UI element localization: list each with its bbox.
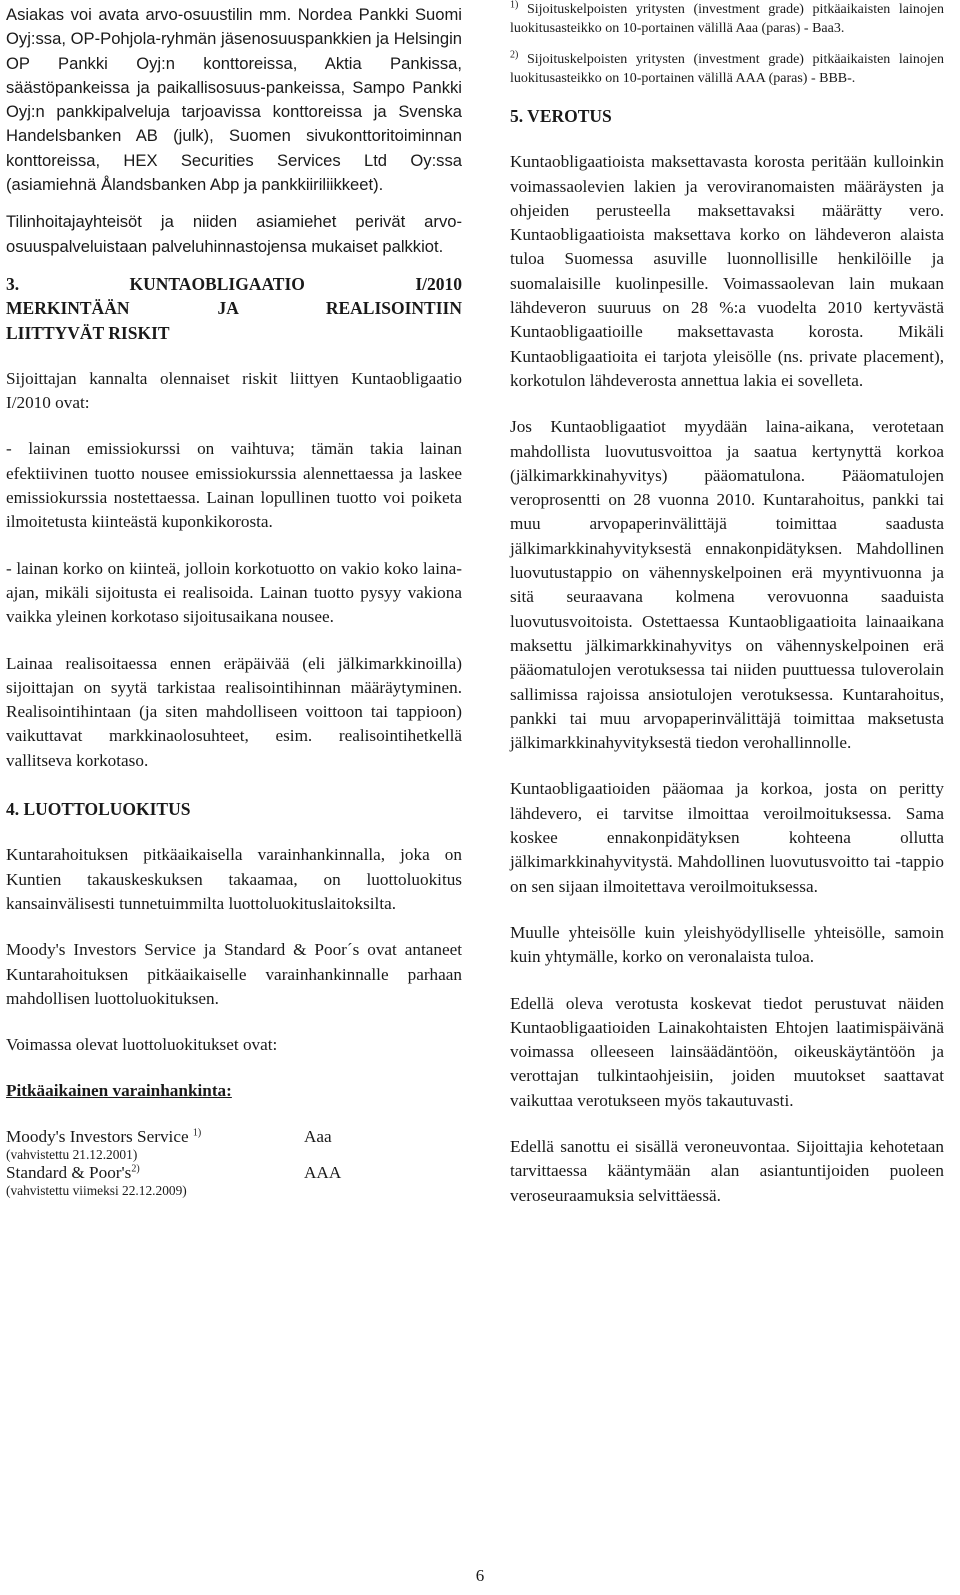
tax-paragraph-4: Muulle yhteisölle kuin yleishyödylliselle yhteisölle, samoin kuin yhtymälle, korko on veronalaista tuloa. [510,922,944,967]
realisation-paragraph: Lainaa realisoitaessa ennen eräpäivää (eli jälkimarkkinoilla) sijoittajan on syytä tarkistaa realisointihinnan määräytyminen. Realisointihintaan (ja siten mahdolliseen voittoon tai tappioon) vaikuttavat markkinaolosuhteet, esim. realisointihetkellä vallitseva korkotaso. [6,653,462,770]
rating-value: Aaa [304,1127,332,1147]
rating-intro-paragraph: Kuntarahoituksen pitkäaikaisella varainhankinnalla, joka on Kuntien takauskeskuksen takaamaa, on luottoluokitus kansainvälisesti tunnetuimmilta luottoluokituslaitoksilta. [6,845,462,913]
footnote-1: $^{1)}$ Sijoituskelpoisten yritysten (investment grade) pitkäaikaisten lainojen luokitusasteikko on 10-portainen välillä Aaa (paras) - Baa3. [510,0,945,36]
risk-item-issue-price: - lainan emissiokurssi on vaihtuva; tämän takia lainan efektiivinen tuotto nousee emissiokurssia alennettaessa ja laskee emissiokurssia nostettaessa. Lainan lopullinen tuotto voi poiketa ilmoitetusta kiinteästä kuponkikorosta. [6,439,462,532]
right-column [510,0,944,1208]
rating-row [6,1163,462,1183]
account-opening-paragraph: Asiakas voi avata arvo-osuustilin mm. Nordea Pankki Suomi Oyj:ssa, OP-Pohjola-ryhmän jäsenosuuspankkien ja Helsingin OP Pankki Oyj:n konttoreissa, Aktia Pankissa, säästöpankeissa ja paikallisosuus-pankeissa, Sampo Pankki Oyj:n pankkipalveluja tarjoavissa konttoreissa ja Svenska Handelsbanken AB (julk), Suomen sivukonttoritoiminnan konttoreissa, HEX Securities Services Ltd Oy:ssa (asiamiehnä Ålandsbanken Abp ja pankkiiriliikkeet). [6,5,462,195]
section-4-heading: 4. LUOTTOLUOKITUS [6,799,191,820]
tax-paragraph-3: Kuntaobligaatioiden pääomaa ja korkoa, josta on peritty lähdevero, ei tarvitse ilmoittaa veroilmoituksessa. Sama koskee ennakonpidätyksen kohteena ollutta jälkimarkkinahyvitystä. Mahdollinen luovutusvoitto tai -tappio on sen sijaan ilmoitettava veroilmoituksessa. [510,779,944,896]
fees-paragraph: Tilinhoitajayhteisöt ja niiden asiamiehet perivät arvo-osuuspalveluistaan palveluhinnastojensa mukaiset palkkiot. [6,212,462,256]
section-3-heading [6,272,462,345]
rating-agency-name: Standard & $Poor's^{2)}$ [6,1163,140,1183]
rating-agency-name: Moody's Investors Service $^{1)}$ [6,1127,202,1147]
tax-paragraph-6: Edellä sanottu ei sisällä veroneuvontaa. Sijoittajia kehotetaan tarvittaessa kääntymään alan asiantuntijoiden puoleen veroseuraamuksia selvittäessä. [510,1136,944,1205]
section-3-heading-line2: MERKINTÄÄN JA REALISOINTIIN [6,298,462,319]
rating-agencies-paragraph: Moody's Investors Service ja Standard & Poor´s ovat antaneet Kuntarahoituksen pitkäaikaiselle varainhankinnalle parhaan mahdollisen luottoluokituksen. [6,940,462,1008]
risk-item-fixed-rate: - lainan korko on kiinteä, jolloin korkotuotto on vakio koko laina-ajan, mikäli sijoitusta ei realisoida. Lainan tuotto pysyy vakiona vaikka yleinen korkotaso sijoitusaikana nousee. [6,558,462,627]
rating-value: AAA [304,1163,342,1183]
rating-confirmation-note: (vahvistettu viimeksi 22.12.2009) [6,1183,187,1199]
risks-intro-paragraph: Sijoittajan kannalta olennaiset riskit liittyen Kuntaobligaatio I/2010 ovat: [6,368,462,413]
section-5-heading: 5. VEROTUS [510,106,612,126]
valid-ratings-paragraph: Voimassa olevat luottoluokitukset ovat: [6,1035,278,1055]
footnote-2: $^{2)}$ Sijoituskelpoisten yritysten (investment grade) pitkäaikaisten lainojen luokitusasteikko on 10-portainen välillä AAA (paras) - BBB-. [510,49,945,86]
left-column [6,0,462,1199]
page-number: 6 [475,1566,485,1585]
long-term-funding-subheading: Pitkäaikainen varainhankinta: [6,1081,232,1101]
tax-paragraph-1: Kuntaobligaatioista maksettavasta korosta peritään kulloinkin voimassaolevien lakien ja veroviranomaisten määräysten ja ohjeiden perusteella maksettavaksi määrätty vero. Kuntaobligaatioista maksettava korko on lähdeveron alaista tuloa Suomessa asuville luonnollisille henkilöille ja suomalaisille kuolinpesille. Voimassaolevan lain mukaan lähdeveron suuruus on 28 %:a vuodelta 2010 kertyvästä Kuntaobligaatioille maksettavasta korosta. Mikäli Kuntaobligaatioita ei tarjota yleisölle (ns. private placement), korkotulon lähdeverosta annettua lakia ei sovelleta. [510,152,944,390]
rating-confirmation-note: (vahvistettu 21.12.2001) [6,1147,138,1163]
section-3-heading-line1: 3. KUNTAOBLIGAATIO I/2010 [6,273,462,294]
tax-paragraph-2: Jos Kuntaobligaatiot myydään laina-aikana, verotetaan mahdollista luovutusvoittoa ja saatua kertynyttä korkoa (jälkimarkkinahyvitys) pääomatulona. Pääomatulojen veroprosentti on 28 vuonna 2010. Kuntarahoitus, pankki tai muu arvopaperinvälittäjä toimittaa saadusta jälkimarkkinahyvityksestä ennakonpidätyksen. Mahdollinen luovutustappio on vähennyskelpoinen erä myyntivuonna ja sitä seuraavana kolmena verovuonna saaduista luovutusvoitoista. Ostettaessa Kuntaobligaatioita lainaaikana maksettu jälkimarkkinahyvitys on vähennyskelpoinen erä pääomatulojen verotuksessa tai niiden puuttuessa tuloverolain sallimissa rajoissa ansiotulojen verotuksessa. Kuntarahoitus, pankki tai muu arvopaperinvälittäjä toimittaa maksetusta jälkimarkkinahyvityksestä tiedon verohallinnolle. [510,417,944,753]
section-3-heading-line3: LIITTYVÄT RISKIT [6,322,170,343]
tax-paragraph-5: Edellä oleva verotusta koskevat tiedot perustuvat näiden Kuntaobligaatioiden Lainakohtaisten Ehtojen laatimispäivänä voimassa olleeseen lainsäädäntöön, oikeuskäytäntöön ja verottajan tulkintaohjeisiin, joiden muutokset saattavat vaikuttaa verotukseen myös takautuvasti. [510,993,944,1110]
rating-row [6,1127,462,1147]
ratings-table [6,1127,462,1199]
